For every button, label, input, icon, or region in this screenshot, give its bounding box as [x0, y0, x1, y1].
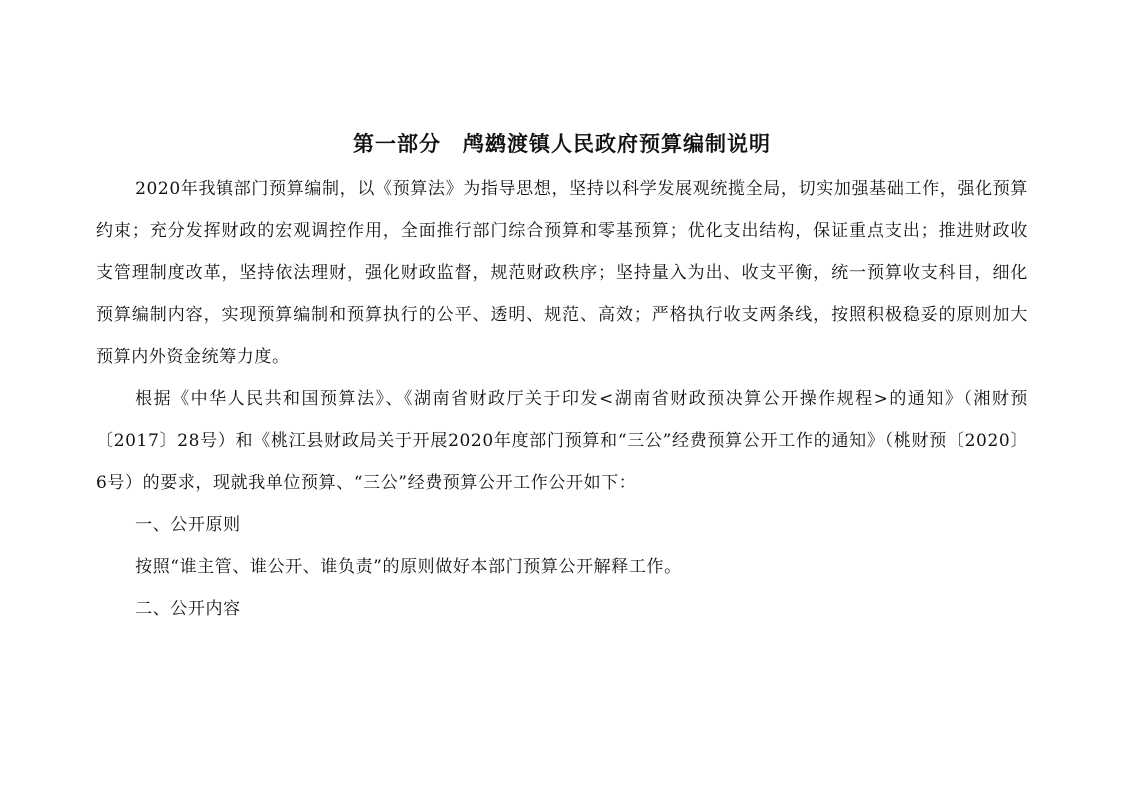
paragraph-budget-overview: 2020年我镇部门预算编制，以《预算法》为指导思想，坚持以科学发展观统揽全局，切实加强基础工作，强化预算约束；充分发挥财政的宏观调控作用，全面推行部门综合预算和零基预算；优化支出结构，保证重点支出；推进财政收支管理制度改革，坚持依法理财，强化财政监督，规范财政秩序；坚持量入为出、收支平衡，统一预算收支科目，细化预算编制内容，实现预算编制和预算执行的公平、透明、规范、高效；严格执行收支两条线，按照积极稳妥的原则加大预算内外资金统筹力度。 — [96, 179, 1028, 367]
section-heading-principles: 一、公开原则 — [135, 515, 241, 535]
document-title: 第一部分 鸬鹚渡镇人民政府预算编制说明 — [353, 131, 771, 156]
paragraph-legal-basis: 根据《中华人民共和国预算法》、《湖南省财政厅关于印发<湖南省财政预决算公开操作规程>的通知》（湘财预〔2017〕28号）和《桃江县财政局关于开展2020年度部门预算和“三公”经费预算公开工作的通知》（桃财预〔2020〕6号）的要求，现就我单位预算、“三公”经费预算公开工作公开如下： — [96, 389, 1028, 493]
document-page — [96, 124, 1028, 630]
paragraph-principles: 按照“谁主管、谁公开、谁负责”的原则做好本部门预算公开解释工作。 — [135, 557, 682, 577]
section-heading-content: 二、公开内容 — [135, 599, 241, 619]
